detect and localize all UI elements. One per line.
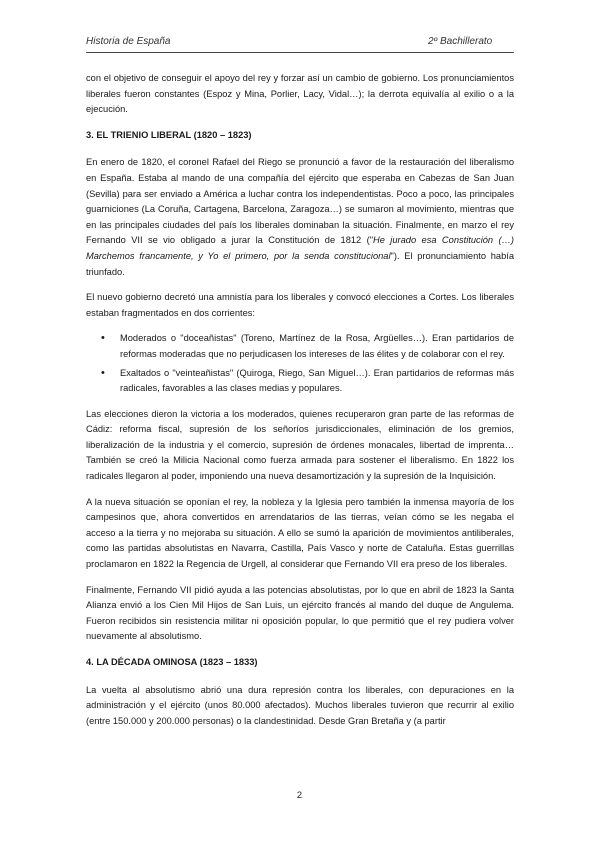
header-rule xyxy=(86,52,514,53)
paragraph-represion: La vuelta al absolutismo abrió una dura represión contra los liberales, con depuraciones en la administración y el ejército (unos 80.000 afectados). Muchos liberales tuvieron que recurrir al exilio (entre 150.000 y 200.000 personas) o la clandestinidad. Desde Gran Bretaña y (a partir xyxy=(86,684,514,726)
header-course: 2º Bachillerato xyxy=(428,36,493,47)
page-number: 2 xyxy=(296,790,303,800)
list-item-moderados: • Moderados o "doceañistas" (Toreno, Martínez de la Rosa, Argüelles…). Eran partidarios de reformas moderadas que no perjudicasen los intereses de las élites y de colaborar con el rey. xyxy=(120,331,514,362)
document-body xyxy=(86,71,514,739)
paragraph-santa-alianza: Finalmente, Fernando VII pidió ayuda a las potencias absolutistas, por lo que en abril de 1823 la Santa Alianza envió a los Cien Mil Hijos de San Luis, un ejército francés al mando del duque de Angulema. Fueron recibidos sin resistencia militar ni oposición popular, lo que permitió que el rey pudiera volver nuevamente al absolutismo. xyxy=(86,584,514,642)
paragraph-riego-text: En enero de 1820, el coronel Rafael del Riego se pronunció a favor de la restauración del liberalismo en España. Estaba al mando de una compañía del ejército que esperaba en Cabezas de San Juan (Sevilla) para ser enviado a América a luchar contra los independentistas. Poco a poco, las principales guarniciones (La Coruña, Cartagena, Barcelona, Zaragoza…) se sumaron al movimiento, mientras que en las principales ciudades del país los liberales dominaban la situación. Finalmente, en marzo el rey Fernando VII se vio obligado a jurar la Constitución de 1812 (" xyxy=(86,157,514,246)
list-item-exaltados: • Exaltados o "veinteañistas" (Quiroga, Riego, San Miguel…). Eran partidarios de reformas más radicales, favorables a las clases medias y populares. xyxy=(120,366,514,397)
paragraph-intro: con el objetivo de conseguir el apoyo del rey y forzar así un cambio de gobierno. Los pronunciamientos liberales fueron constantes (Espoz y Mina, Porlier, Lacy, Vidal…); la derrota equivalía al exilio o a la ejecución. xyxy=(86,73,514,115)
paragraph-riego-end: "). El pronunciamiento había triunfado. xyxy=(86,250,515,277)
paragraph-oposicion: A la nueva situación se oponían el rey, la nobleza y la Iglesia pero también la inmensa mayoría de los campesinos que, ahora convertidos en arrendatarios de las tierras, veían cómo se les negaba el acceso a la tierra y no mejoraba su situación. A ello se sumó la aparición de movimientos antiliberales, como las partidas absolutistas en Navarra, Castilla, País Vasco y norte de Cataluña. Estas guerrillas proclamaron en 1822 la Regencia de Urgell, al considerar que Fernando VII era preso de los liberales. xyxy=(86,496,514,570)
section-heading-decada: 4. LA DÉCADA OMINOSA (1823 – 1833) xyxy=(86,657,258,667)
paragraph-elecciones: Las elecciones dieron la victoria a los moderados, quienes recuperaron gran parte de las reformas de Cádiz: reforma fiscal, supresión de los señoríos jurisdiccionales, eliminación de los gremios, liberalización de la industria y el comercio, supresión de órdenes monacales, libertad de imprenta… También se creó la Milicia Nacional como fuerza armada para sostener el liberalismo. En 1822 los radicales llegaron al poder, imponiendo una nueva desamortización y la supresión de la Inquisición. xyxy=(86,408,514,482)
section-heading-trienio: 3. EL TRIENIO LIBERAL (1820 – 1823) xyxy=(86,129,252,140)
header-subject: Historia de España xyxy=(86,36,171,47)
king-quote: He jurado esa Constitución (…) Marchemos francamente, y Yo el primero, por la senda constitucional xyxy=(86,235,514,261)
factions-list xyxy=(86,331,514,396)
paragraph-riego xyxy=(86,155,514,280)
paragraph-gobierno: El nuevo gobierno decretó una amnistía para los liberales y convocó elecciones a Cortes. Los liberales estaban fragmentados en dos corrientes: xyxy=(86,292,514,318)
